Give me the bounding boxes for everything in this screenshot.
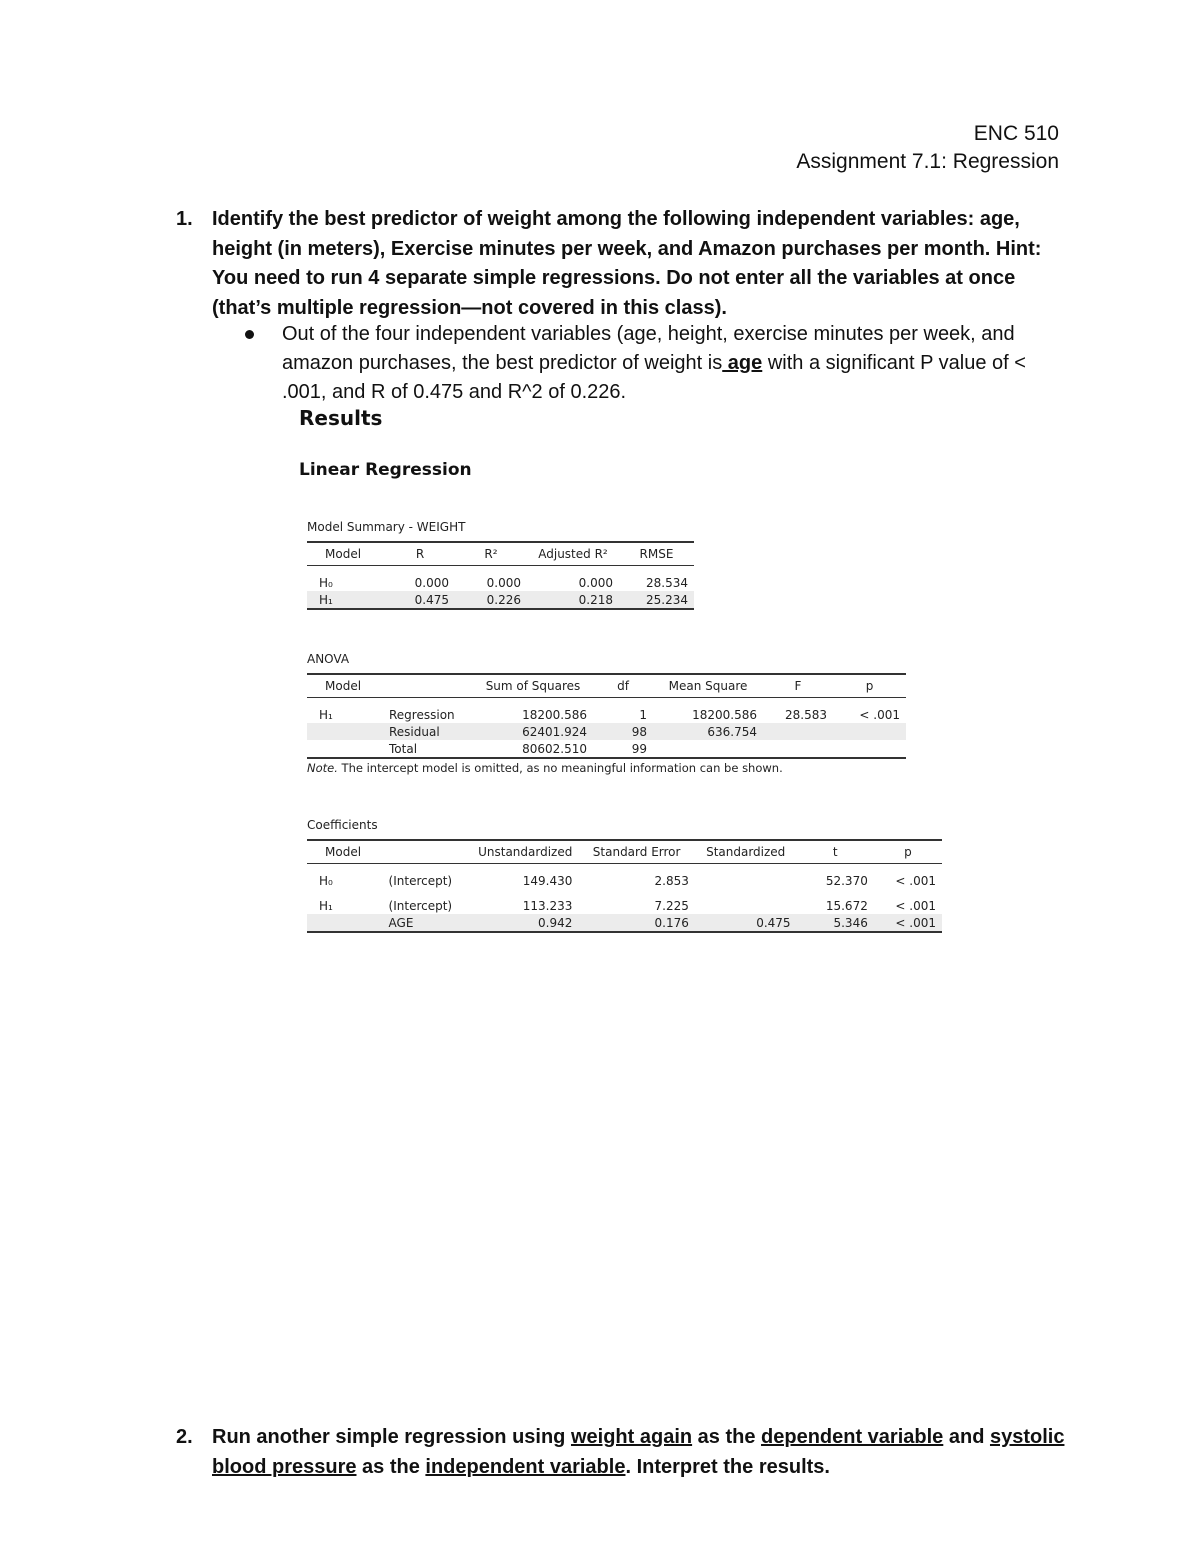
table-cell: 0.475 (695, 914, 797, 932)
table-cell: 28.534 (646, 575, 688, 590)
table-row (307, 698, 906, 724)
table-cell: < .001 (895, 898, 936, 913)
table-cell: 113.233 (522, 898, 573, 913)
table-cell: 28.583 (785, 707, 827, 722)
table-cell: 1 (639, 707, 647, 722)
table-row (307, 723, 906, 740)
table-cell: 25.234 (619, 591, 694, 609)
model-summary-table (307, 541, 694, 610)
table-cell: Total (383, 740, 473, 758)
q2-text: and (943, 1426, 990, 1448)
col-header: F (763, 674, 833, 698)
bullet-icon (245, 330, 254, 339)
col-header: Model (307, 542, 385, 566)
table-cell: AGE (383, 914, 473, 932)
table-cell: 0.000 (414, 575, 449, 590)
table-cell: < .001 (859, 707, 900, 722)
col-header: p (874, 840, 942, 864)
table-cell (695, 889, 797, 914)
table-cell: < .001 (874, 914, 942, 932)
table-cell: 0.942 (472, 914, 578, 932)
table-cell: (Intercept) (388, 898, 453, 913)
col-header (383, 674, 473, 698)
col-header (383, 840, 473, 864)
answer-bullet (245, 320, 1035, 407)
table-cell (763, 740, 833, 758)
table-cell: Regression (389, 707, 455, 722)
anova-note-text: The intercept model is omitted, as no meaningful information can be shown. (337, 761, 783, 775)
table-cell (695, 864, 797, 890)
anova-title: ANOVA (307, 652, 350, 666)
col-header: p (833, 674, 906, 698)
table-cell: 5.346 (797, 914, 874, 932)
col-header: Model (307, 840, 383, 864)
results-heading: Results (299, 406, 383, 430)
anova-note (307, 761, 783, 775)
table-cell: 98 (593, 723, 653, 740)
col-header: Standard Error (578, 840, 695, 864)
col-header: Mean Square (653, 674, 763, 698)
q2-underlined: independent variable (425, 1455, 626, 1478)
answer-text (282, 320, 1035, 407)
table-cell (833, 740, 906, 758)
table-cell: 149.430 (522, 873, 573, 888)
table-cell: 15.672 (825, 898, 868, 913)
col-header: R² (455, 542, 527, 566)
table-cell (307, 914, 383, 932)
col-header: Standardized (695, 840, 797, 864)
table-header-row (307, 542, 694, 566)
table-cell: H₀ (319, 575, 333, 590)
table-cell: 52.370 (825, 873, 868, 888)
table-cell: H₁ (319, 707, 333, 722)
table-cell: 2.853 (654, 873, 689, 888)
model-summary-title: Model Summary - WEIGHT (307, 520, 466, 534)
table-cell: 18200.586 (522, 707, 587, 722)
anova-table (307, 673, 906, 759)
question-2 (176, 1423, 1066, 1482)
q2-text: as the (356, 1455, 426, 1478)
table-cell: 0.176 (578, 914, 695, 932)
table-cell: 0.218 (527, 591, 619, 609)
table-row (307, 740, 906, 758)
linear-regression-heading: Linear Regression (299, 460, 472, 480)
table-cell: 0.475 (385, 591, 455, 609)
question-1-text: Identify the best predictor of weight among the following independent variables: age, height (in meters), Exercise minutes per week, and Amazon purchases per month. Hint: You need to run 4 separate simple regressions. Do not enter all the variables at once (that’s multiple regression—not covered in this class). (212, 208, 1042, 319)
assignment-title: Assignment 7.1: Regression (796, 150, 1059, 173)
table-cell: (Intercept) (388, 873, 453, 888)
col-header: df (593, 674, 653, 698)
table-cell: Residual (383, 723, 473, 740)
table-cell (833, 723, 906, 740)
q2-underlined: dependent variable (761, 1426, 944, 1448)
table-cell: 0.000 (578, 575, 613, 590)
table-cell: 0.226 (455, 591, 527, 609)
question-2-text (212, 1423, 1066, 1482)
table-cell: H₁ (319, 898, 333, 913)
table-cell: 636.754 (653, 723, 763, 740)
table-row (307, 914, 942, 932)
col-header: R (385, 542, 455, 566)
table-cell: H₀ (319, 873, 333, 888)
table-cell: 99 (593, 740, 653, 758)
table-row (307, 889, 942, 914)
q2-text: as the (692, 1426, 762, 1448)
table-cell: 80602.510 (473, 740, 593, 758)
coefficients-table (307, 839, 942, 933)
table-cell: 62401.924 (473, 723, 593, 740)
table-cell: < .001 (895, 873, 936, 888)
table-cell (763, 723, 833, 740)
table-cell (307, 723, 383, 740)
table-cell: 18200.586 (692, 707, 757, 722)
table-header-row (307, 674, 906, 698)
table-cell: 0.000 (486, 575, 521, 590)
col-header: Model (307, 674, 383, 698)
table-cell (653, 740, 763, 758)
question-1 (176, 205, 1066, 323)
table-cell: H₁ (307, 591, 385, 609)
question-1-number: 1. (176, 208, 193, 230)
col-header: RMSE (619, 542, 694, 566)
table-cell (307, 740, 383, 758)
col-header: Unstandardized (472, 840, 578, 864)
anova-note-label: Note. (307, 761, 338, 775)
coefficients-title: Coefficients (307, 818, 378, 832)
table-cell: 7.225 (654, 898, 689, 913)
q2-text: Run another simple regression using (212, 1426, 571, 1448)
question-2-number: 2. (176, 1426, 193, 1448)
col-header: Adjusted R² (527, 542, 619, 566)
q2-underlined: systolic blood pressure (212, 1426, 1065, 1478)
col-header: Sum of Squares (473, 674, 593, 698)
table-row (307, 591, 694, 609)
answer-age-highlight: age (722, 352, 763, 374)
answer-text-end: with a significant P value of < .001, and R of 0.475 and R^2 of 0.226. (282, 352, 1026, 403)
q2-underlined: weight again (570, 1426, 693, 1448)
answer-text-start: Out of the four independent variables (age, height, exercise minutes per week, and amazon purchases, the best predictor of weight is (282, 323, 1015, 374)
table-row (307, 566, 694, 592)
col-header: t (797, 840, 874, 864)
course-code: ENC 510 (973, 122, 1059, 145)
table-row (307, 864, 942, 890)
table-header-row (307, 840, 942, 864)
q2-text: . Interpret the results. (625, 1455, 830, 1478)
